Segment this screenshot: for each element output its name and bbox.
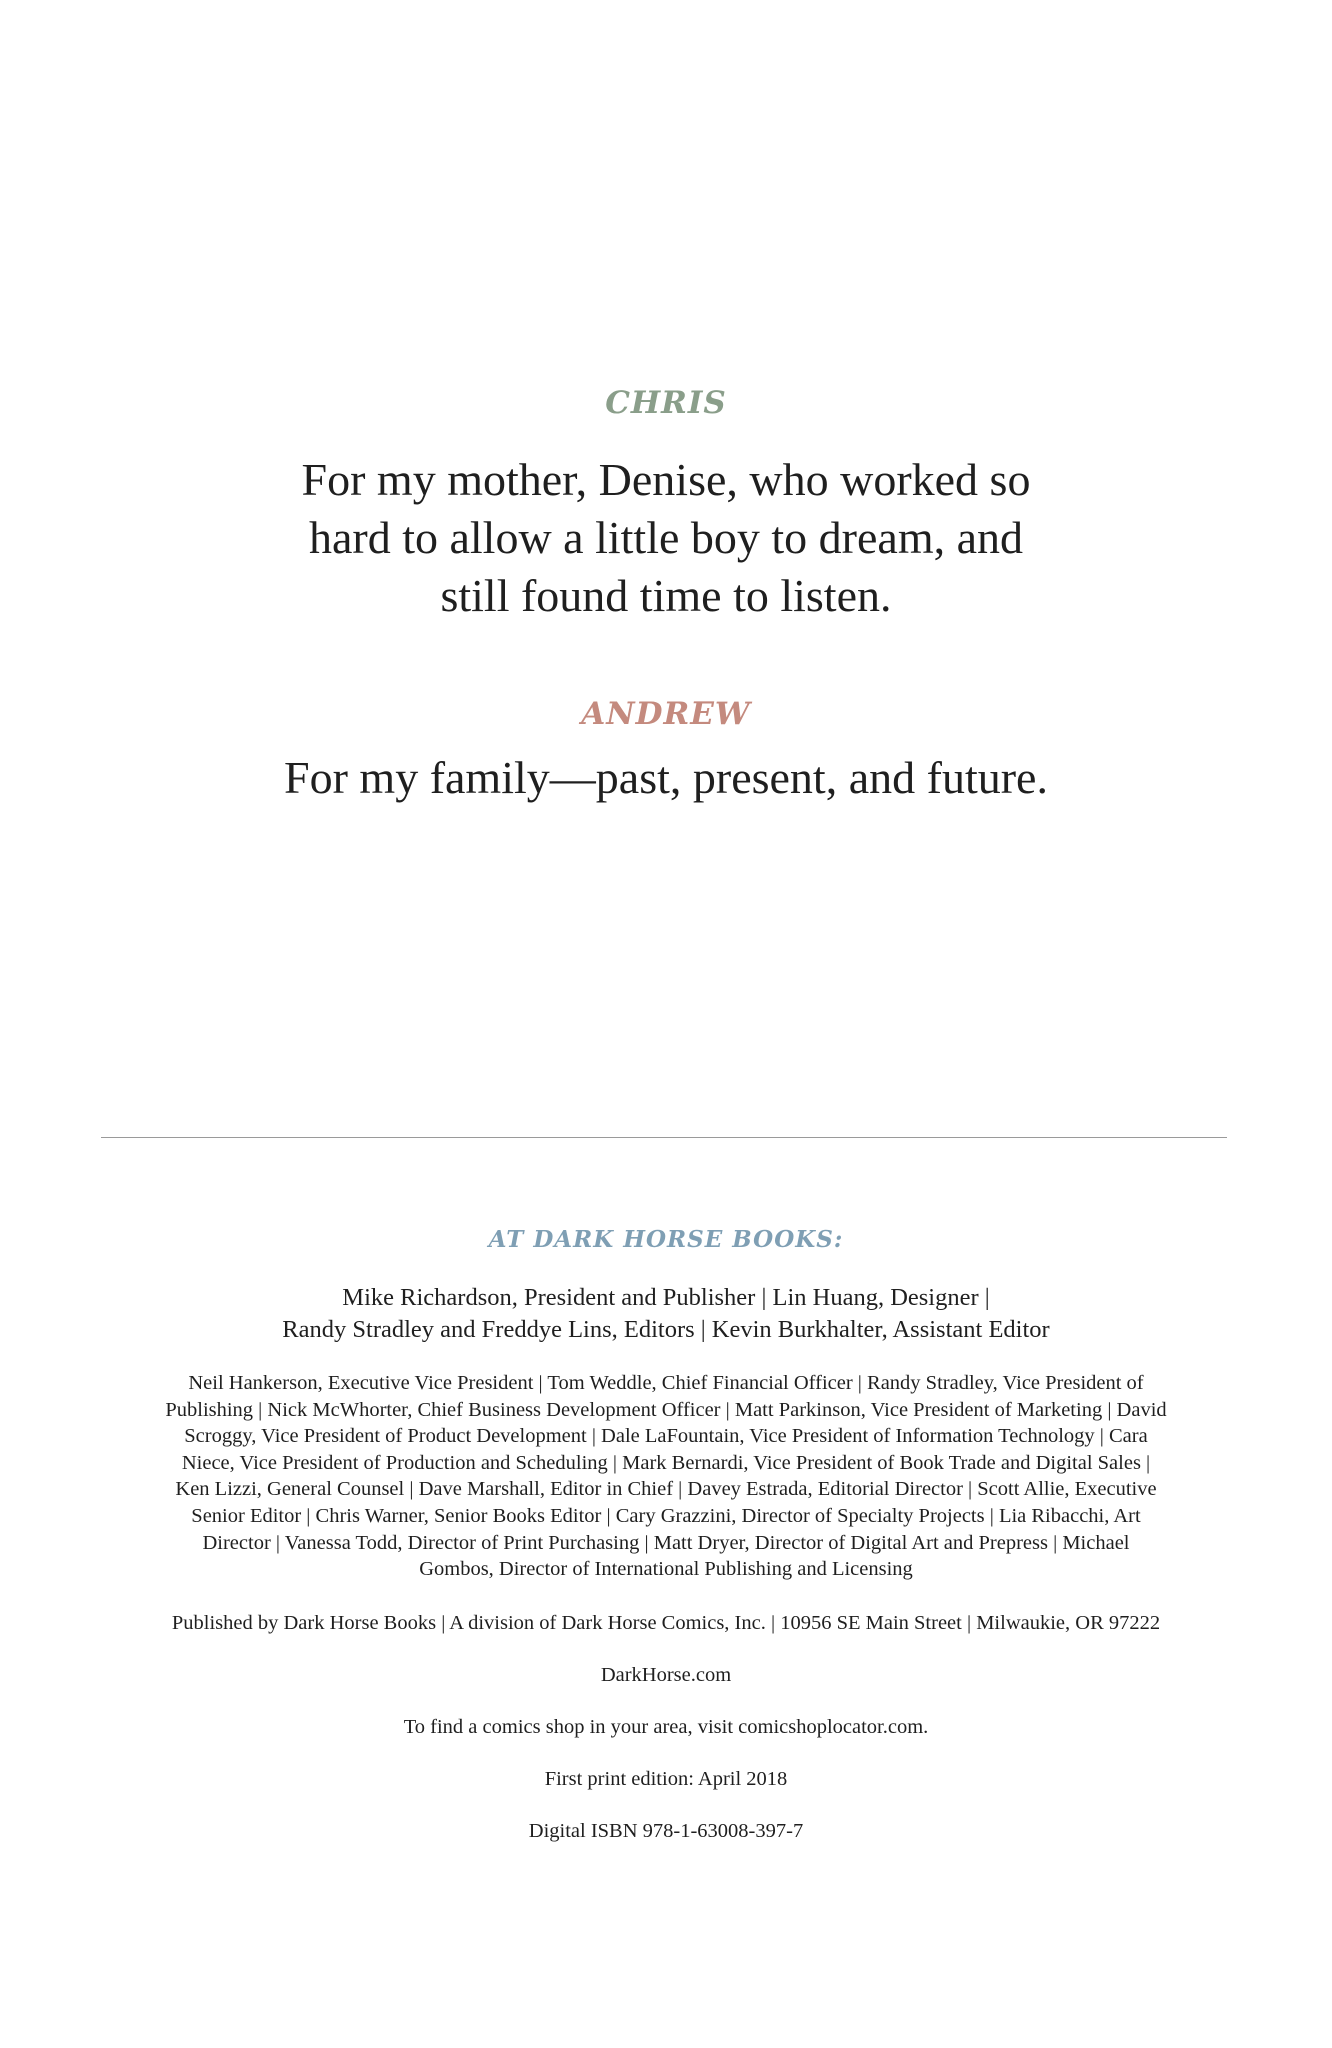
credits-line: Director | Vanessa Todd, Director of Print Purchasing | Matt Dryer, Director of Digital Art and Prepress | Michael xyxy=(202,1531,1130,1554)
dedication-line: For my mother, Denise, who worked so xyxy=(301,454,1031,505)
isbn-info: Digital ISBN 978-1-63008-397-7 xyxy=(528,1820,804,1842)
website-link: DarkHorse.com xyxy=(600,1664,732,1686)
dedication-author-andrew: ANDREW xyxy=(581,696,751,732)
dedication-text-andrew: For my family—past, present, and future. xyxy=(284,752,1048,803)
credits-heading: AT DARK HORSE BOOKS: xyxy=(488,1226,844,1253)
dedication-line: hard to allow a little boy to dream, and xyxy=(308,512,1024,563)
edition-info: First print edition: April 2018 xyxy=(544,1768,788,1790)
credits-line: Senior Editor | Chris Warner, Senior Books Editor | Cary Grazzini, Director of Specialty Projects | Lia Ribacchi, Art xyxy=(191,1504,1141,1527)
dedication-author-chris: CHRIS xyxy=(605,385,727,421)
publisher-info: Published by Dark Horse Books | A division of Dark Horse Comics, Inc. | 10956 SE Main Street | Milwaukie, OR 97222 xyxy=(171,1612,1161,1634)
credits-line: Scroggy, Vice President of Product Development | Dale LaFountain, Vice President of Information Technology | Cara xyxy=(184,1425,1148,1448)
credits-line: Niece, Vice President of Production and Scheduling | Mark Bernardi, Vice President of Book Trade and Digital Sales | xyxy=(181,1451,1151,1474)
credits-line: Publishing | Nick McWhorter, Chief Business Development Officer | Matt Parkinson, Vice President of Marketing | David xyxy=(165,1398,1167,1421)
credits-executives xyxy=(100,1370,1232,1583)
credits-line: Randy Stradley and Freddye Lins, Editors | Kevin Burkhalter, Assistant Editor xyxy=(282,1316,1050,1343)
dedication-line: still found time to listen. xyxy=(440,570,892,621)
credits-line: Mike Richardson, President and Publisher | Lin Huang, Designer | xyxy=(342,1284,990,1311)
credits-line: Neil Hankerson, Executive Vice President | Tom Weddle, Chief Financial Officer | Randy Stradley, Vice President of xyxy=(188,1372,1144,1394)
credits-line: Gombos, Director of International Publishing and Licensing xyxy=(419,1558,913,1581)
section-divider xyxy=(101,1137,1227,1138)
credits-line: Ken Lizzi, General Counsel | Dave Marshall, Editor in Chief | Davey Estrada, Editorial Director | Scott Allie, Executive xyxy=(175,1478,1157,1501)
credits-main-staff xyxy=(150,1282,1182,1346)
dedication-text-chris xyxy=(240,451,1092,625)
shop-locator-text: To find a comics shop in your area, visit comicshoplocator.com. xyxy=(403,1716,929,1738)
